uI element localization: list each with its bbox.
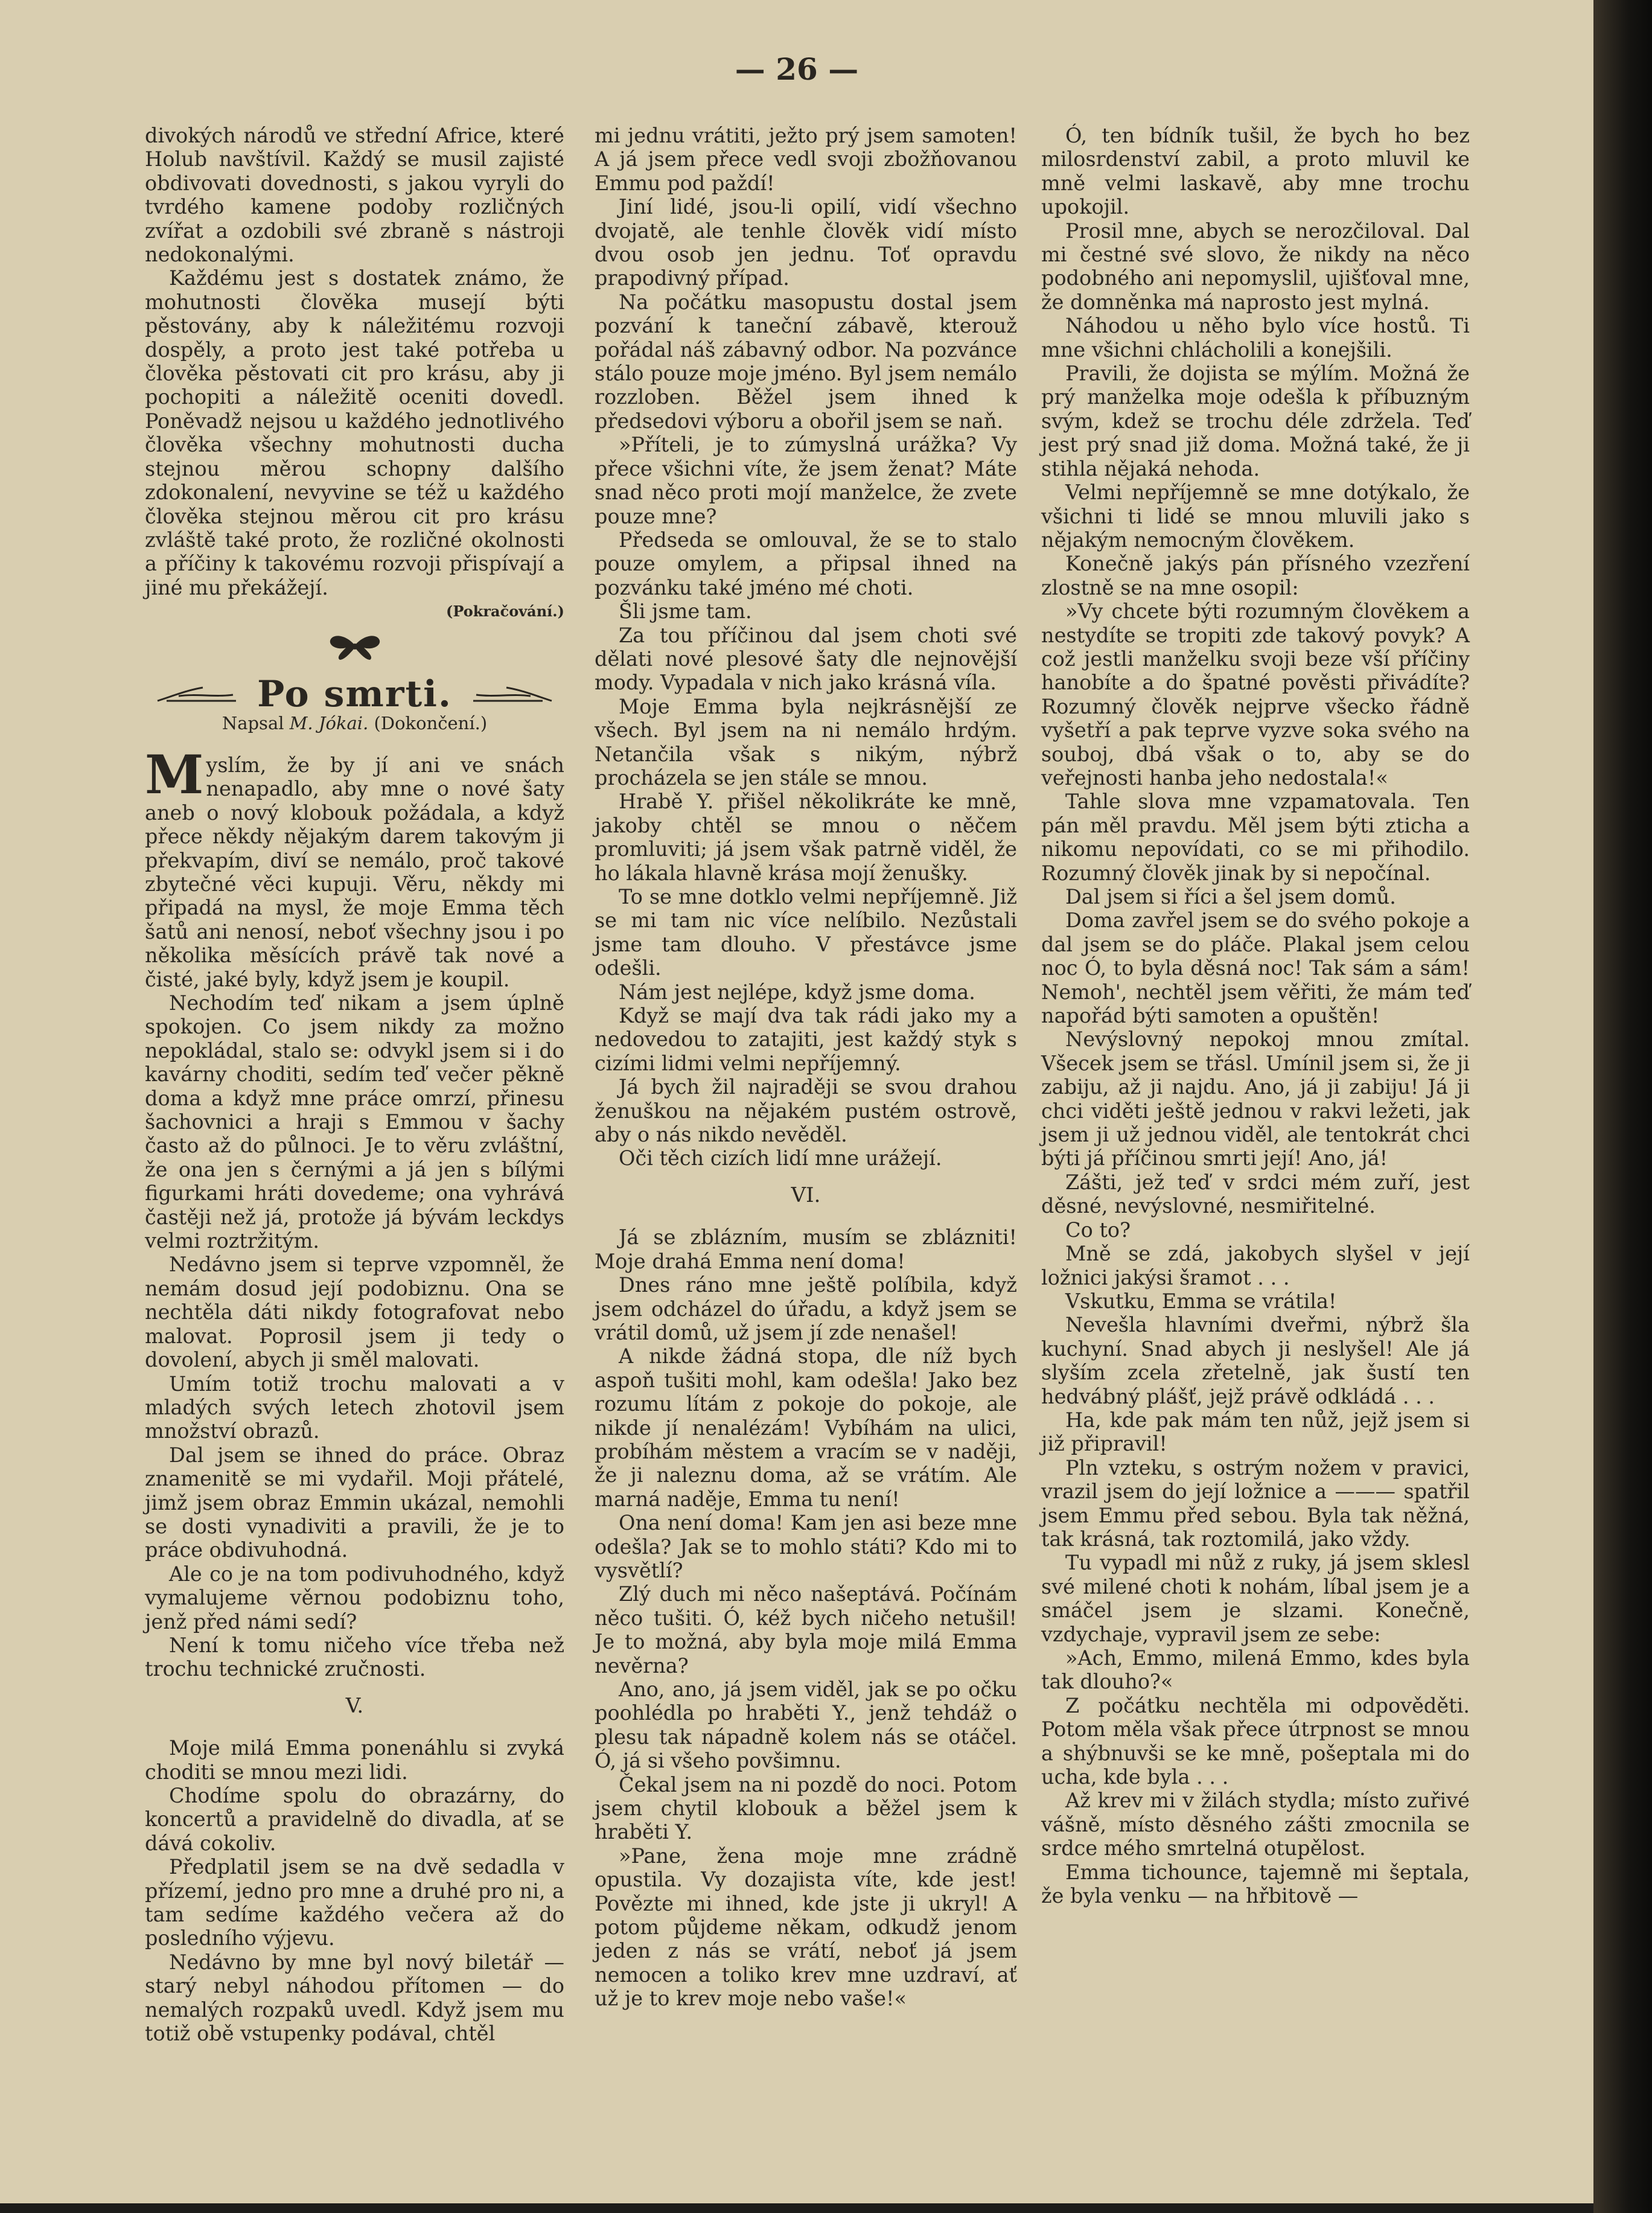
paragraph: Nám jest nejlépe, když jsme doma. xyxy=(619,980,975,1004)
paragraph: Zášti, jež teď v srdci mém zuří, jest děsné, nevýslovné, nesmiřitelné. xyxy=(1041,1170,1470,1218)
paragraph: Moje milá Emma ponenáhlu si zvyká choditi se mnou mezi lidi. xyxy=(145,1736,564,1784)
paragraph: Umím totiž trochu malovati a v mladých svých letech zhotovil jsem množství obrazů. xyxy=(145,1372,564,1443)
paragraph: Ha, kde pak mám ten nůž, jejž jsem si již připravil! xyxy=(1041,1408,1470,1456)
paragraph: Nedávno by mne byl nový biletář — starý nebyl náhodou přítomen — do nemalých rozpaků uvedl. Když jsem mu totiž obě vstupenky podával, chtěl xyxy=(145,1950,564,2046)
page-number: — 26 — xyxy=(735,51,859,87)
paragraph: Tu vypadl mi nůž z ruky, já jsem sklesl své milené choti k nohám, líbal jsem je a smáčel jsem je slzami. Konečně, vzdychaje, vypravil jsem ze sebe: xyxy=(1041,1551,1470,1646)
story-title xyxy=(145,672,564,715)
paragraph: Hrabě Y. přišel několikráte ke mně, jakoby chtěl se mnou o něčem promluviti; já jsem však patrně viděl, že ho lákala hlavně krása mojí ženušky. xyxy=(595,790,1017,885)
paragraph: Vskutku, Emma se vrátila! xyxy=(1065,1289,1337,1313)
story-title-text: Po smrti. xyxy=(257,672,452,715)
paragraph: »Pane, žena moje mne zrádně opustila. Vy dozajista víte, kde jest! Povězte mi ihned, kde jste ji ukryl! A potom půjdeme někam, odkudž jenom jeden z nás se vrátí, neboť já jsem nemocen a toliko krev mne uzdraví, ať už je to krev moje nebo vaše!« xyxy=(595,1844,1017,2011)
swash-icon xyxy=(155,683,239,707)
paragraph: Velmi nepříjemně se mne dotýkalo, že všichni ti lidé se mnou mluvili jako s nějakým nemocným člověkem. xyxy=(1041,481,1470,552)
paragraph: »Ach, Emmo, milená Emmo, kdes byla tak dlouho?« xyxy=(1041,1646,1470,1694)
paragraph: Prosil mne, abych se nerozčiloval. Dal mi čestné své slovo, že nikdy na něco podobného ani nepomyslil, ujišťoval mne, že domněnka má naprosto jest mylná. xyxy=(1041,219,1470,314)
paragraph: To se mne dotklo velmi nepříjemně. Již se mi tam nic více nelíbilo. Nezůstali jsme tam dlouho. V přestávce jsme odešli. xyxy=(595,885,1017,980)
paragraph: Předplatil jsem se na dvě sedadla v přízemí, jedno pro mne a druhé pro ni, a tam sedíme každého večera až do posledního výjevu. xyxy=(145,1855,564,1950)
drop-cap: M xyxy=(145,742,204,806)
paragraph: Za tou příčinou dal jsem choti své dělati nové plesové šaty dle nejnovější mody. Vypadala v nich jako krásná víla. xyxy=(595,623,1017,695)
paragraph: Konečně jakýs pán přísného vzezření zlostně se na mne osopil: xyxy=(1041,552,1470,599)
paragraph: »Vy chcete býti rozumným člověkem a nestydíte se tropiti zde takový povyk? A což jestli manželku svoji beze vší příčiny hanobíte a do špatné pověsti přivádíte? Rozumný člověk nejprve všecko řádně vyšetří a pak teprve vyzve soka svého na souboj, dbá však o to, aby se do veřejnosti hanba jeho nedostala!« xyxy=(1041,599,1470,790)
paragraph: Zlý duch mi něco našeptává. Počínám něco tušiti. Ó, kéž bych ničeho netušil! Je to možná, aby byla moje milá Emma nevěrna? xyxy=(595,1582,1017,1678)
paragraph: Nechodím teď nikam a jsem úplně spokojen. Co jsem nikdy za možno nepokládal, stalo se: odvykl jsem si i do kavárny choditi, sedím teď večer pěkně doma a když mne práce omrzí, přinesu šachovnici a hraji s Emmou v šachy často až do půlnoci. Je to věru zvláštní, že ona jen s černými a já jen s bílými figurkami hráti dovedeme; ona vyhrává častěji než já, protože já bývám leckdys velmi roztržitým. xyxy=(145,991,564,1253)
paragraph: Chodíme spolu do obrazárny, do koncertů a pravidelně do divadla, ať se dává cokoliv. xyxy=(145,1784,564,1855)
paragraph: Náhodou u něho bylo více hostů. Ti mne všichni chlácholili a konejšili. xyxy=(1041,314,1470,362)
paragraph: Emma tichounce, tajemně mi šeptala, že byla venku — na hřbitově — xyxy=(1041,1860,1470,1908)
paragraph-text: yslím, že by jí ani ve snách nenapadlo, aby mne o nové šaty aneb o nový klobouk požádala, a když přece někdy nějakým darem takovým ji překvapím, diví se nemálo, proč takové zbytečné věci kupuji. Věru, někdy mi připadá na mysl, že moje Emma těch šatů ani nenosí, neboť všechny jsou i po několika měsících právě tak nové a čisté, jaké byly, když jsem je koupil. xyxy=(145,753,564,991)
paragraph: A nikde žádná stopa, dle níž bych aspoň tušiti mohl, kam odešla! Jako bez rozumu lítám z pokoje do pokoje, ale nikde jí nenalézám! Vybíhám na ulici, probíhám městem a vracím se v naději, že ji naleznu doma, až se vrátím. Ale marná naděje, Emma tu není! xyxy=(595,1344,1017,1511)
paragraph: Doma zavřel jsem se do svého pokoje a dal jsem se do pláče. Plakal jsem celou noc Ó, to byla děsná noc! Tak sám a sám! Nemoh', nechtěl jsem věřiti, že mám teď napořád býti samoten a opuštěn! xyxy=(1041,909,1470,1028)
paragraph: Pravili, že dojista se mýlím. Možná že prý manželka moje odešla k příbuzným svým, kdež se trochu déle zdržela. Teď jest prý snad již doma. Možná také, že ji stihla nějaká nehoda. xyxy=(1041,362,1470,481)
paragraph: Já bych žil najraději se svou drahou ženuškou na nějakém pustém ostrově, aby o nás nikdo nevěděl. xyxy=(595,1075,1017,1147)
byline-suffix: (Dokončení.) xyxy=(374,712,488,733)
paragraph: Když se mají dva tak rádi jako my a nedovedou to zatajiti, jest každý styk s cizími lidmi velmi nepříjemný. xyxy=(595,1004,1017,1075)
chapter-heading: VI. xyxy=(791,1183,821,1207)
paragraph: Co to? xyxy=(1065,1218,1131,1242)
paragraph: Čekal jsem na ni pozdě do noci. Potom jsem chytil klobouk a běžel jsem k hraběti Y. xyxy=(595,1772,1017,1844)
column-3 xyxy=(1041,124,1470,1908)
book-spine xyxy=(1593,0,1652,2213)
paragraph: Nevýslovný nepokoj mnou zmítal. Všecek jsem se třásl. Umínil jsem si, že ji zabiju, až ji najdu. Ano, já ji zabiju! Já ji chci viděti ještě jednou v rakvi ležeti, jak jsem ji už jednou viděl, ale tentokrát chci býti já příčinou smrti její! Ano, já! xyxy=(1041,1027,1470,1170)
paragraph: Ale co je na tom podivuhodného, když vymalujeme věrnou podobiznu toho, jenž před námi sedí? xyxy=(145,1562,564,1633)
paragraph: Šli jsme tam. xyxy=(619,599,752,624)
paragraph: Pln vzteku, s ostrým nožem v pravici, vrazil jsem do její ložnice a ——— spatřil jsem Emmu před sebou. Byla tak něžná, tak krásná, tak roztomilá, jako vždy. xyxy=(1041,1455,1470,1551)
column-1 xyxy=(145,124,564,2045)
swash-icon xyxy=(470,683,555,707)
paragraph: Z počátku nechtěla mi odpověděti. Potom měla však přece útrpnost se mnou a shýbnuvši se ke mně, pošeptala mi do ucha, kde byla . . . xyxy=(1041,1693,1470,1789)
paragraph: Tahle slova mne vzpamatovala. Ten pán měl pravdu. Měl jsem býti zticha a nikomu nepovídati, co se mi přihodilo. Rozumný člověk jinak by si nepočínal. xyxy=(1041,790,1470,885)
paragraph: mi jednu vrátiti, ježto prý jsem samoten! A já jsem přece vedl svoji zbožňovanou Emmu pod paždí! xyxy=(595,124,1017,195)
paragraph: Oči těch cizích lidí mne urážejí. xyxy=(619,1146,942,1170)
paragraph: Každému jest s dostatek známo, že mohutnosti člověka musejí býti pěstovány, aby k náležitému rozvoji dospěly, a proto jest také potřeba u člověka pěstovati cit pro krásu, aby ji pochopiti a náležitě oceniti dovedl. Poněvadž nejsou u každého jednotlivého člověka všechny mohutnosti ducha stejnou měrou schopny dalšího zdokonalení, nevyvine se též u každého člověka stejnou měrou cit pro krásu zvláště také proto, že rozličné okolnosti a příčiny k takovému rozvoji přispívají a jiné mu překážejí. xyxy=(145,266,564,599)
paragraph: Ano, ano, já jsem viděl, jak se po očku poohlédla po hraběti Y., jenž tehdáž o plesu tak nápadně kolem nás se otáčel. Ó, já si všeho povšimnu. xyxy=(595,1678,1017,1773)
paragraph: Až krev mi v žilách stydla; místo zuřivé vášně, místo děsného zášti zmocnila se srdce mého smrtelná otupělost. xyxy=(1041,1789,1470,1860)
paragraph: Dal jsem si říci a šel jsem domů. xyxy=(1065,885,1396,909)
paragraph: Mně se zdá, jakobych slyšel v její ložnici jakýsi šramot . . . xyxy=(1041,1242,1470,1289)
bow-ornament-icon xyxy=(145,630,564,672)
byline xyxy=(145,712,564,735)
byline-author: M. Jókai. xyxy=(289,712,369,733)
continued-note: (Pokračování.) xyxy=(446,602,564,621)
paragraph: Předseda se omlouval, že se to stalo pouze omylem, a připsal ihned na pozvánku také jméno mé choti. xyxy=(595,528,1017,599)
paragraph: Ó, ten bídník tušil, že bych ho bez milosrdenství zabil, a proto mluvil ke mně velmi laskavě, aby mne trochu upokojil. xyxy=(1041,124,1470,219)
paragraph: »Příteli, je to zúmyslná urážka? Vy přece všichni víte, že jsem ženat? Máte snad něco proti mojí manželce, že zvete pouze mne? xyxy=(595,433,1017,528)
chapter-heading: V. xyxy=(345,1693,364,1718)
paragraph: Není k tomu ničeho více třeba než trochu technické zručnosti. xyxy=(145,1633,564,1681)
paragraph: Nedávno jsem si teprve vzpomněl, že nemám dosud její podobiznu. Ona se nechtěla dáti nikdy fotografovat nebo malovat. Poprosil jsem ji tedy o dovolení, abych ji směl malovati. xyxy=(145,1253,564,1372)
paragraph: Jiní lidé, jsou-li opilí, vidí všechno dvojatě, ale tenhle člověk vidí místo dvou osob jen jednu. Toť opravdu prapodivný případ. xyxy=(595,195,1017,290)
paragraph: Moje Emma byla nejkrásnější ze všech. Byl jsem na ni nemálo hrdým. Netančila však s nikým, nýbrž procházela se jen stále se mnou. xyxy=(595,694,1017,790)
paragraph: Nevešla hlavními dveřmi, nýbrž šla kuchyní. Snad abych ji neslyšel! Ale já slyším zcela zřetelně, jak šustí ten hedvábný plášť, jejž právě odkládá . . . xyxy=(1041,1313,1470,1408)
paragraph: Dal jsem se ihned do práce. Obraz znamenitě se mi vydařil. Moji přátelé, jimž jsem obraz Emmin ukázal, nemohli se dosti vynadiviti a pravili, že je to práce obdivuhodná. xyxy=(145,1443,564,1562)
paragraph: Já se zblázním, musím se zblázniti! Moje drahá Emma není doma! xyxy=(595,1225,1017,1273)
opening-paragraph xyxy=(145,742,564,991)
paragraph: Dnes ráno mne ještě políbila, když jsem odcházel do úřadu, a když jsem se vrátil domů, už jsem jí zde nenašel! xyxy=(595,1273,1017,1344)
paragraph: Ona není doma! Kam jen asi beze mne odešla? Jak se to mohlo státi? Kdo mi to vysvětlí? xyxy=(595,1511,1017,1582)
byline-prefix: Napsal xyxy=(222,712,284,733)
paragraph: Na počátku masopustu dostal jsem pozvání k taneční zábavě, kterouž pořádal náš zábavný odbor. Na pozvánce stálo pouze moje jméno. Byl jsem nemálo rozzloben. Běžel jsem ihned k předsedovi výboru a obořil jsem se naň. xyxy=(595,290,1017,433)
paragraph: divokých národů ve střední Africe, které Holub navštívil. Každý se musil zajisté obdivovati dovednosti, s jakou vyryli do tvrdého kamene podoby rozličných zvířat a ozdobili své zbraně s nástroji nedokonalými. xyxy=(145,124,564,267)
column-2 xyxy=(595,124,1017,2011)
